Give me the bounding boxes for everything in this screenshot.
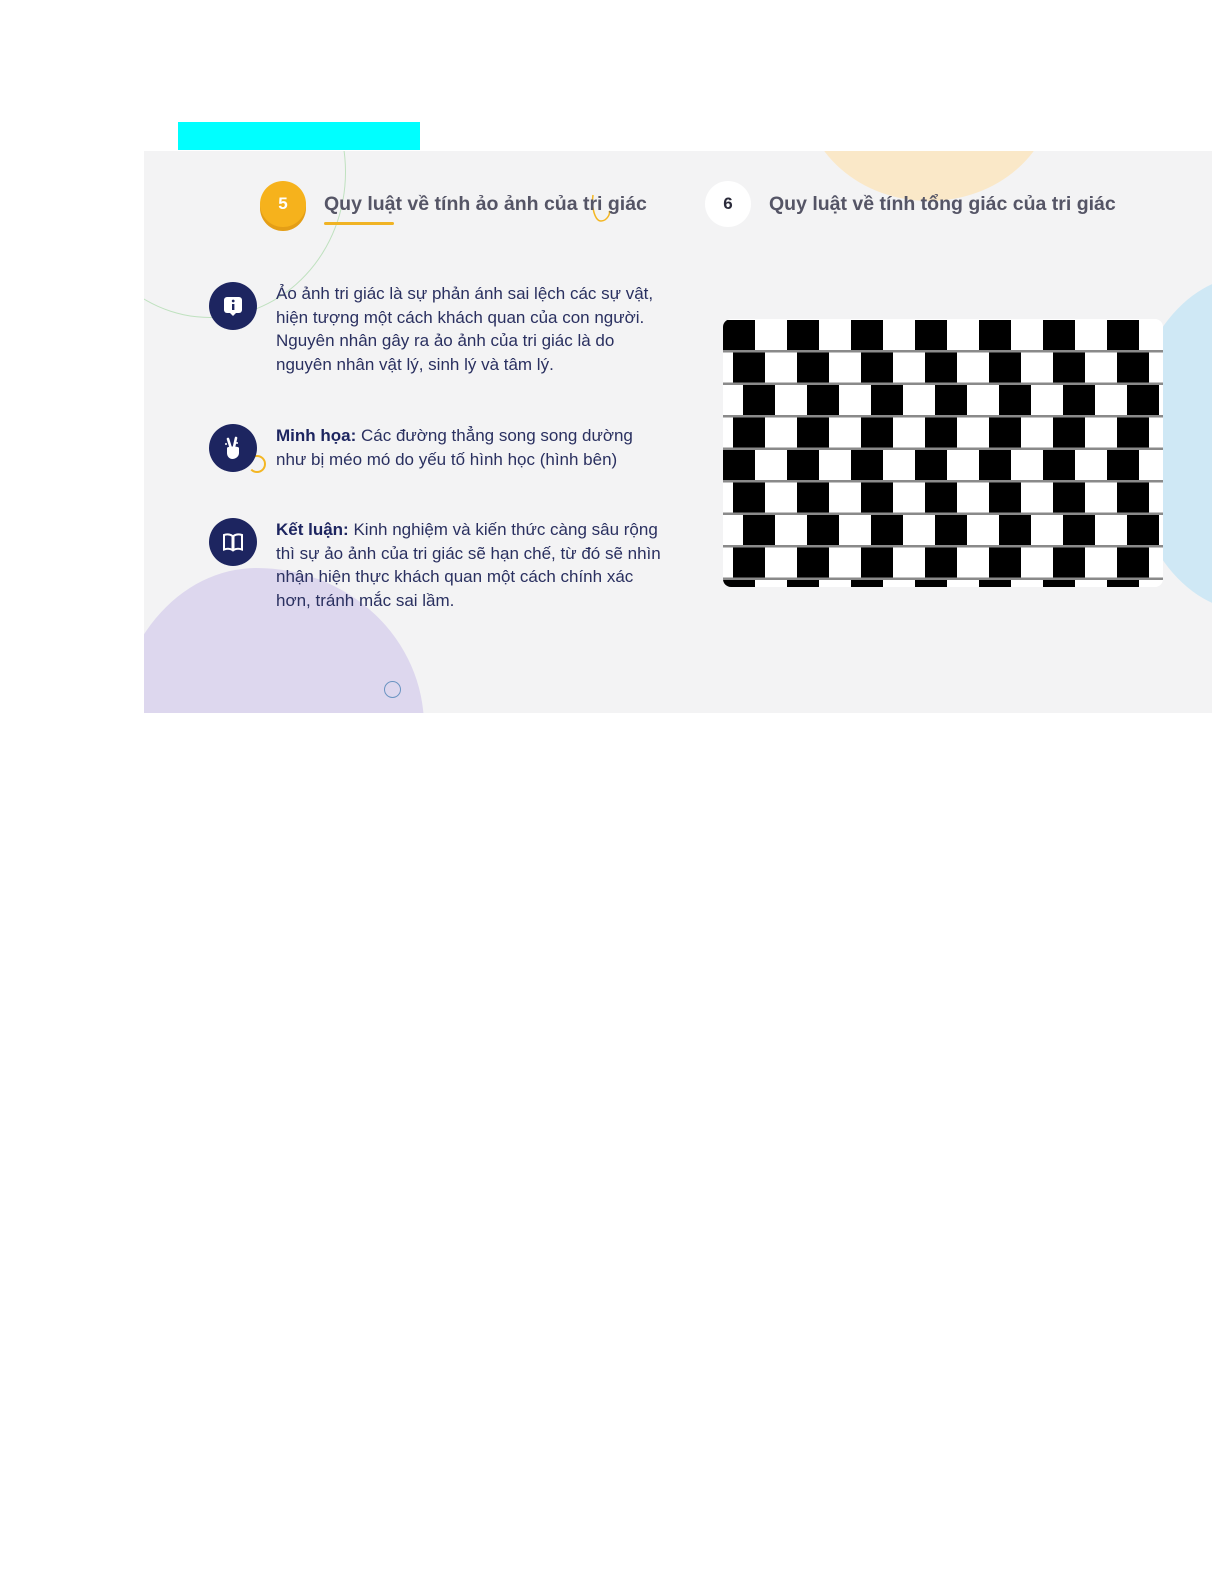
illusion-tile — [1053, 353, 1085, 383]
illusion-tile — [723, 580, 755, 587]
info-icon — [209, 282, 257, 330]
illusion-tile — [797, 548, 829, 578]
illusion-tile — [979, 450, 1011, 480]
illusion-tile — [979, 320, 1011, 350]
illusion-tile — [1043, 320, 1075, 350]
illusion-tile — [861, 353, 893, 383]
illusion-mortar-line — [723, 383, 1163, 386]
decorative-small-ring — [384, 681, 401, 698]
illusion-tile — [743, 515, 775, 545]
illusion-tile — [1053, 483, 1085, 513]
illusion-tile — [861, 548, 893, 578]
illusion-mortar-line — [723, 350, 1163, 353]
illusion-tile — [1127, 385, 1159, 415]
illusion-tile — [1043, 580, 1075, 587]
illusion-tile — [797, 418, 829, 448]
illusion-tile — [925, 353, 957, 383]
highlight-bar — [178, 122, 420, 150]
illusion-tile — [915, 450, 947, 480]
illustration-text — [276, 424, 666, 472]
illusion-tile — [1117, 548, 1149, 578]
illusion-tile — [871, 515, 903, 545]
item-bold-label: Minh họa: — [276, 426, 357, 445]
illusion-mortar-line — [723, 513, 1163, 516]
info-item — [209, 282, 679, 376]
item-text: Ảo ảnh tri giác là sự phản ánh sai lệch các sự vật, hiện tượng một cách khách quan của con người. Nguyên nhân gây ra ảo ảnh của tri giác là do nguyên nhân vật lý, sinh lý và tâm lý. — [276, 284, 654, 374]
illusion-tile — [925, 418, 957, 448]
illusion-tile — [1107, 580, 1139, 587]
illusion-tile — [999, 385, 1031, 415]
illusion-tile — [935, 385, 967, 415]
illusion-tile — [989, 548, 1021, 578]
illusion-tile — [851, 320, 883, 350]
active-underline — [324, 222, 394, 225]
illusion-tile — [1053, 418, 1085, 448]
item-text: Kinh nghiệm và kiến thức càng sâu rộng thì sự ảo ảnh của tri giác sẽ hạn chế, từ đó sẽ nhìn nhận hiện thực khách quan một cách chính xác hơn, tránh mắc sai lầm. — [276, 520, 661, 610]
illusion-tile — [733, 353, 765, 383]
tab-label — [769, 193, 1116, 216]
illusion-tile — [787, 580, 819, 587]
illusion-tile — [723, 450, 755, 480]
illusion-tile — [915, 580, 947, 587]
illusion-mortar-line — [723, 578, 1163, 581]
illusion-tile — [1063, 385, 1095, 415]
illusion-tile — [797, 483, 829, 513]
illusion-tile — [723, 320, 755, 350]
illusion-tile — [979, 580, 1011, 587]
illusion-tile — [807, 385, 839, 415]
slide — [144, 151, 1212, 713]
illusion-tile — [989, 418, 1021, 448]
illusion-tile — [787, 450, 819, 480]
illusion-tile — [733, 548, 765, 578]
illusion-tile — [1043, 450, 1075, 480]
item-bold-label: Kết luận: — [276, 520, 349, 539]
cafe-wall-illusion-image — [723, 319, 1163, 587]
tab-6[interactable] — [705, 181, 1116, 227]
illusion-tile — [989, 353, 1021, 383]
illusion-graphic — [723, 319, 1163, 587]
illusion-tile — [1107, 450, 1139, 480]
conclusion-text — [276, 518, 666, 612]
illustration-item — [209, 424, 679, 472]
illusion-tile — [1117, 418, 1149, 448]
illusion-tile — [797, 353, 829, 383]
hand-icon — [209, 424, 257, 472]
illusion-mortar-line — [723, 480, 1163, 483]
illusion-tile — [787, 320, 819, 350]
illusion-tile — [733, 418, 765, 448]
info-text — [276, 282, 666, 376]
illusion-tile — [807, 515, 839, 545]
illusion-tile — [1063, 515, 1095, 545]
illusion-tile — [1127, 515, 1159, 545]
illusion-tile — [1107, 320, 1139, 350]
item-text: Các đường thẳng song song dường như bị méo mó do yếu tố hình học (hình bên) — [276, 426, 633, 469]
illusion-tile — [851, 450, 883, 480]
illusion-tile — [915, 320, 947, 350]
illusion-tile — [1117, 353, 1149, 383]
tab-label-text: Quy luật về tính tổng giác của tri giác — [769, 192, 1116, 215]
illusion-tile — [743, 385, 775, 415]
conclusion-item — [209, 518, 679, 612]
illusion-mortar-line — [723, 545, 1163, 548]
illusion-tile — [851, 580, 883, 587]
tab-number: 5 — [260, 181, 306, 227]
illusion-mortar-line — [723, 448, 1163, 451]
tab-label — [324, 193, 647, 216]
illusion-mortar-line — [723, 415, 1163, 418]
illusion-tile — [999, 515, 1031, 545]
tab-label-text: Quy luật về tính ảo ảnh của tri giác — [324, 192, 647, 215]
illusion-tile — [861, 483, 893, 513]
illusion-tile — [989, 483, 1021, 513]
illusion-tile — [1117, 483, 1149, 513]
illusion-tile — [935, 515, 967, 545]
tab-5[interactable] — [260, 181, 647, 227]
book-icon — [209, 518, 257, 566]
illusion-tile — [861, 418, 893, 448]
illusion-tile — [733, 483, 765, 513]
tab-number: 6 — [705, 181, 751, 227]
illusion-tile — [925, 483, 957, 513]
illusion-tile — [871, 385, 903, 415]
illusion-tile — [925, 548, 957, 578]
illusion-tile — [1053, 548, 1085, 578]
